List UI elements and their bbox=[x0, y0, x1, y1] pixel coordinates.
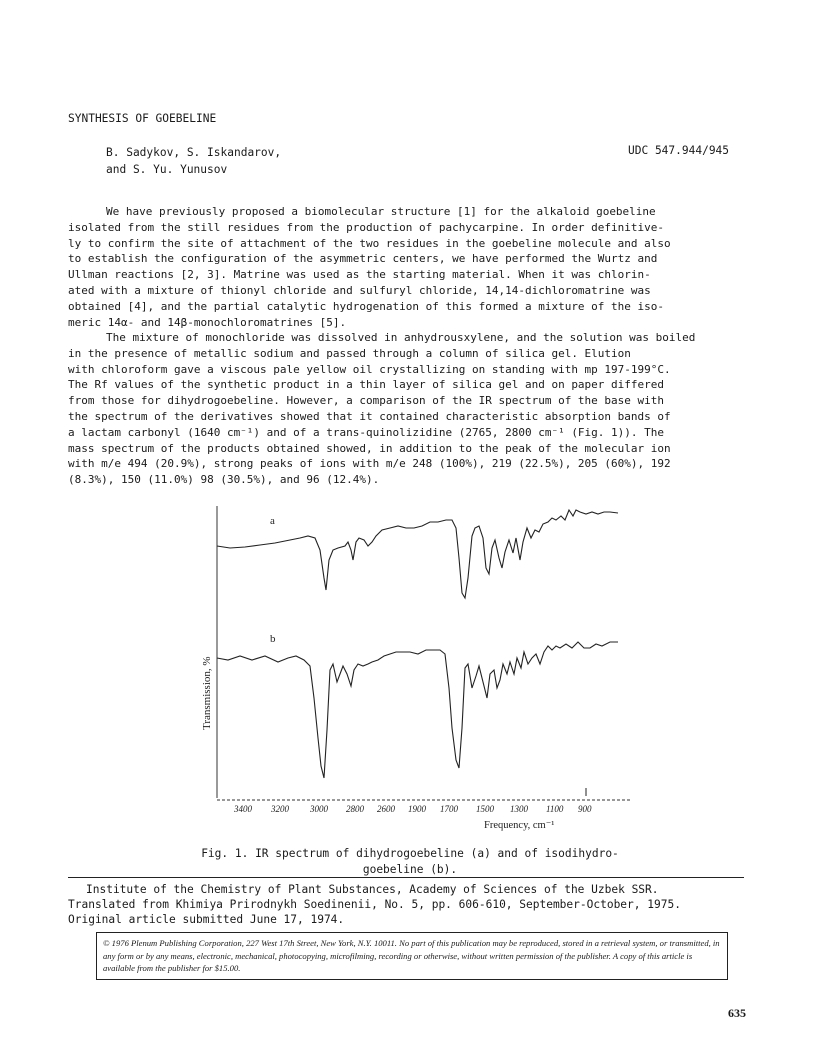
curve-a-label: a bbox=[270, 515, 275, 527]
footnote-divider bbox=[68, 877, 744, 878]
x-tick-label: 1700 bbox=[440, 804, 458, 814]
x-tick-label: 1300 bbox=[510, 804, 528, 814]
ir-spectrum-figure bbox=[200, 498, 640, 838]
x-tick-label: 3400 bbox=[234, 804, 252, 814]
spectrum-curve-b bbox=[217, 642, 618, 778]
paragraph-line: ated with a mixture of thionyl chloride and sulfuryl chloride, 14,14-dichloromatrine was bbox=[68, 283, 651, 297]
paragraph-line: with m/e 494 (20.9%), strong peaks of ions with m/e 248 (100%), 219 (22.5%), 205 (60%), 192 bbox=[68, 457, 671, 471]
x-tick-label: 1500 bbox=[476, 804, 494, 814]
x-tick-label: 1900 bbox=[408, 804, 426, 814]
page-number: 635 bbox=[728, 1006, 746, 1020]
article-title: SYNTHESIS OF GOEBELINE bbox=[68, 112, 217, 125]
authors bbox=[106, 144, 281, 178]
spectrum-curve-a bbox=[217, 510, 618, 598]
x-tick-label: 2800 bbox=[346, 804, 364, 814]
paragraph-line: to establish the configuration of the asymmetric centers, we have performed the Wurtz and bbox=[68, 252, 658, 266]
y-axis-label: Transmission, % bbox=[201, 656, 213, 730]
authors-line-2: and S. Yu. Yunusov bbox=[106, 163, 228, 176]
authors-line-1: B. Sadykov, S. Iskandarov, bbox=[106, 146, 282, 159]
paragraph-line: The mixture of monochloride was dissolved in anhydrousxylene, and the solution was boiled bbox=[106, 331, 696, 344]
figure-caption bbox=[160, 846, 660, 878]
paragraph-line: ly to confirm the site of attachment of the two residues in the goebeline molecule and also bbox=[68, 236, 671, 250]
copyright-box: © 1976 Plenum Publishing Corporation, 227 West 17th Street, New York, N.Y. 10011. No part of this publication may be reproduced, stored in a retrieval system, or transmitted, in any form or by any means, electronic, mechanical, photocopying, microfilming, recording or otherwise, without written permission of the publisher. A copy of this article is available from the publisher for $15.00. bbox=[96, 932, 728, 980]
x-axis-label: Frequency, cm⁻¹ bbox=[484, 820, 555, 831]
paragraph-2 bbox=[68, 330, 740, 488]
paragraph-1 bbox=[68, 204, 740, 330]
paragraph-line: the spectrum of the derivatives showed that it contained characteristic absorption bands of bbox=[68, 409, 671, 423]
paragraph-line: in the presence of metallic sodium and passed through a column of silica gel. Elution bbox=[68, 346, 631, 360]
affiliation-note bbox=[68, 882, 681, 927]
submission-line: Original article submitted June 17, 1974. bbox=[68, 913, 345, 926]
x-tick-label: 2600 bbox=[377, 804, 395, 814]
x-tick-labels bbox=[233, 804, 592, 814]
x-tick-label: 1100 bbox=[546, 804, 564, 814]
affiliation-line: Institute of the Chemistry of Plant Substances, Academy of Sciences of the Uzbek SSR. bbox=[86, 883, 659, 896]
paragraph-line: obtained [4], and the partial catalytic hydrogenation of this formed a mixture of the iso- bbox=[68, 299, 665, 313]
paragraph-line: from those for dihydrogoebeline. However, a comparison of the IR spectrum of the base with bbox=[68, 394, 665, 408]
udc-code: UDC 547.944/945 bbox=[628, 144, 730, 157]
ir-spectrum-plot bbox=[200, 498, 640, 838]
paragraph-line: We have previously proposed a biomolecular structure [1] for the alkaloid goebeline bbox=[106, 205, 656, 218]
paragraph-line: a lactam carbonyl (1640 cm⁻¹) and of a trans-quinolizidine (2765, 2800 cm⁻¹ (Fig. 1)). The bbox=[68, 425, 665, 439]
x-tick-label: 900 bbox=[578, 804, 592, 814]
x-tick-label: 3200 bbox=[271, 804, 289, 814]
caption-line-1: Fig. 1. IR spectrum of dihydrogoebeline (a) and of isodihydro- bbox=[201, 847, 619, 860]
paragraph-line: (8.3%), 150 (11.0%) 98 (30.5%), and 96 (12.4%). bbox=[68, 473, 380, 487]
paragraph-line: mass spectrum of the products obtained showed, in addition to the peak of the molecular ion bbox=[68, 441, 671, 455]
caption-line-2: goebeline (b). bbox=[362, 863, 458, 876]
paragraph-line: The Rf values of the synthetic product in a thin layer of silica gel and on paper differed bbox=[68, 378, 665, 392]
translation-line: Translated from Khimiya Prirodnykh Soedinenii, No. 5, pp. 606-610, September-October, 1975. bbox=[68, 898, 681, 911]
paragraph-line: Ullman reactions [2, 3]. Matrine was used as the starting material. When it was chlorin- bbox=[68, 268, 651, 282]
paragraph-line: meric 14α- and 14β-monochloromatrines [5]. bbox=[68, 315, 347, 329]
paragraph-line: with chloroform gave a viscous pale yellow oil crystallizing on standing with mp 197-199°C. bbox=[68, 362, 671, 376]
curve-b-label: b bbox=[270, 633, 276, 645]
x-tick-label: 3000 bbox=[310, 804, 328, 814]
paragraph-line: isolated from the still residues from the production of pachycarpine. In order definitive- bbox=[68, 220, 665, 234]
